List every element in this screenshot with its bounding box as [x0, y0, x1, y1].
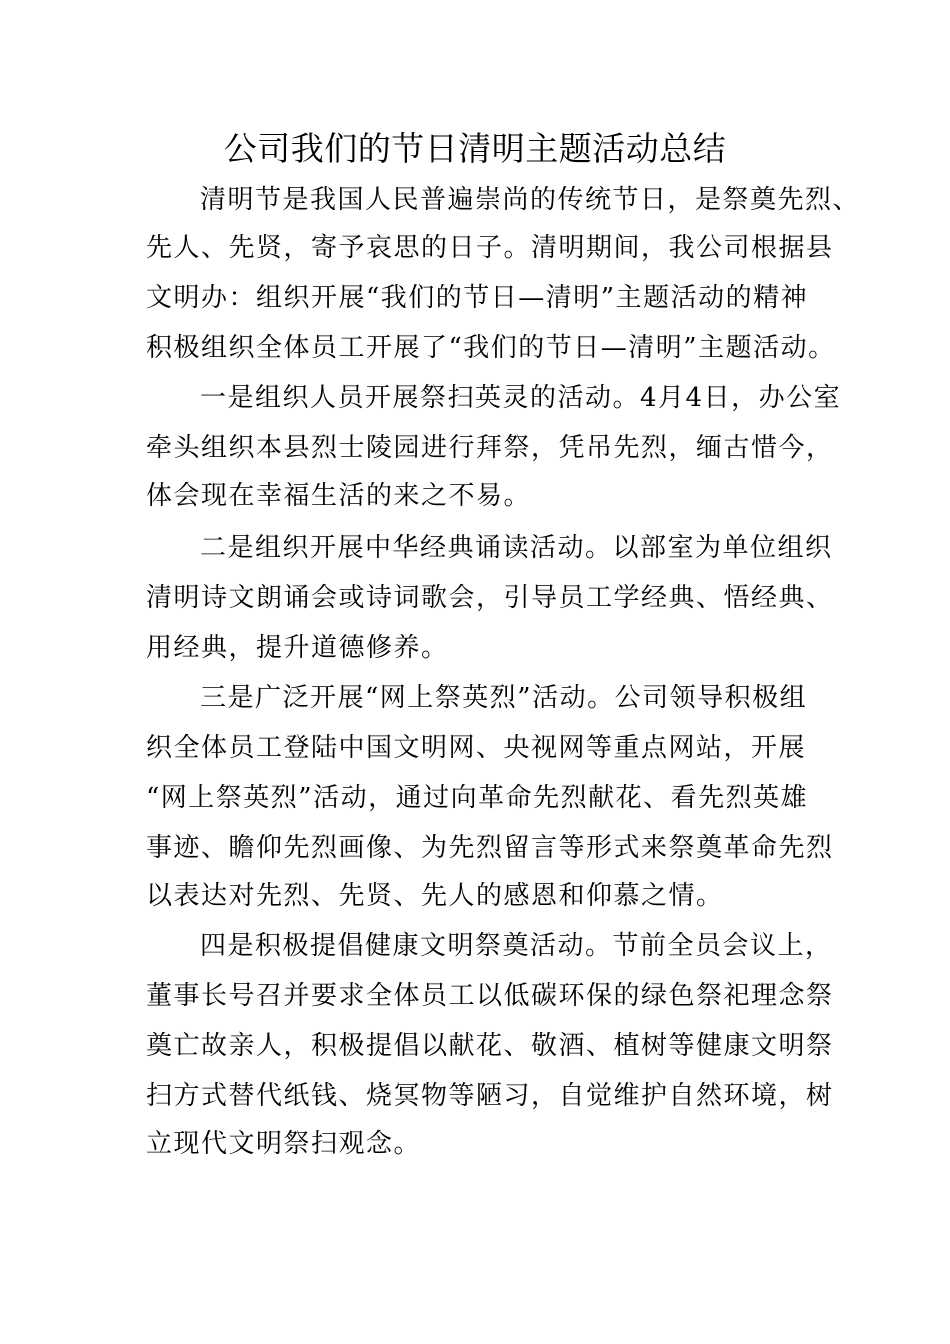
- paragraph-1-line-3: 文明办：组织开展“我们的节日—清明”主题活动的精神: [146, 283, 809, 313]
- paragraph-2-line-2: 牵头组织本县烈士陵园进行拜祭，凭吊先烈，缅古惜今，: [146, 433, 834, 463]
- paragraph-4-line-1: 三是广泛开展“网上祭英烈”活动。公司领导积极组: [200, 683, 808, 713]
- paragraph-1-line-1: 清明节是我国人民普遍崇尚的传统节日，是祭奠先烈、: [200, 185, 861, 215]
- paragraph-2-line-3: 体会现在幸福生活的来之不易。: [146, 481, 532, 511]
- paragraph-5-line-5: 立现代文明祭扫观念。: [146, 1129, 422, 1159]
- paragraph-5-line-4: 扫方式替代纸钱、烧冥物等陋习，自觉维护自然环境，树: [146, 1081, 834, 1111]
- paragraph-1-line-4: 积极组织全体员工开展了“我们的节日—清明”主题活动。: [146, 333, 836, 363]
- paragraph-5-line-2: 董事长号召并要求全体员工以低碳环保的绿色祭祀理念祭: [146, 981, 834, 1011]
- document-title: 公司我们的节日清明主题活动总结: [223, 129, 727, 168]
- paragraph-4-line-5: 以表达对先烈、先贤、先人的感恩和仰慕之情。: [146, 881, 724, 911]
- paragraph-4-line-2: 织全体员工登陆中国文明网、央视网等重点网站，开展: [146, 733, 807, 763]
- paragraph-1-line-2: 先人、先贤，寄予哀思的日子。清明期间，我公司根据县: [146, 233, 834, 263]
- paragraph-4-line-3: “网上祭英烈”活动，通过向革命先烈献花、看先烈英雄: [146, 783, 809, 813]
- paragraph-5-line-3: 奠亡故亲人，积极提倡以献花、敬酒、植树等健康文明祭: [146, 1031, 834, 1061]
- paragraph-2-line-1: 一是组织人员开展祭扫英灵的活动。4月4日，办公室: [200, 383, 842, 413]
- paragraph-5-line-1: 四是积极提倡健康文明祭奠活动。节前全员会议上，: [200, 931, 833, 961]
- paragraph-3-line-1: 二是组织开展中华经典诵读活动。以部室为单位组织: [200, 533, 833, 563]
- paragraph-3-line-2: 清明诗文朗诵会或诗词歌会，引导员工学经典、悟经典、: [146, 583, 834, 613]
- paragraph-3-line-3: 用经典，提升道德修养。: [146, 633, 449, 663]
- paragraph-4-line-4: 事迹、瞻仰先烈画像、为先烈留言等形式来祭奠革命先烈: [146, 833, 834, 863]
